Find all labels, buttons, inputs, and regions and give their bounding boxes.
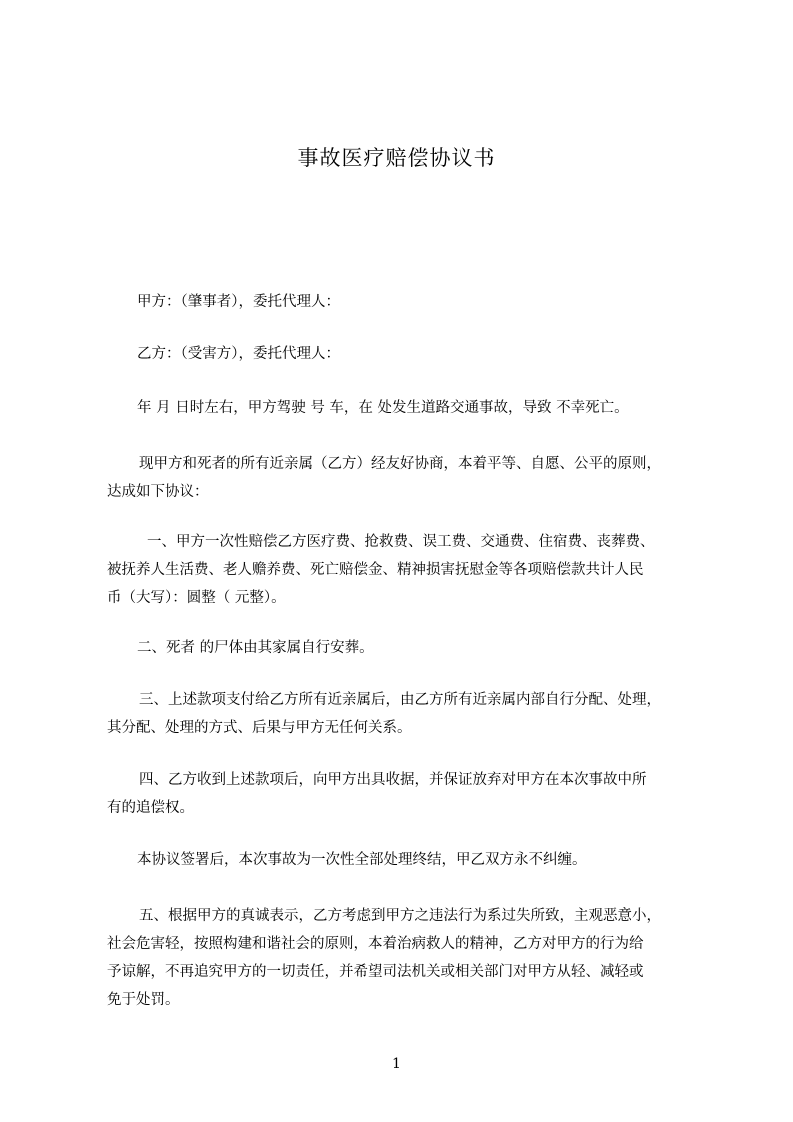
- party-b-line: 乙方：（受害方），委托代理人：: [137, 346, 340, 362]
- preamble-paragraph: [107, 450, 703, 506]
- clause-1-paragraph: [107, 528, 703, 612]
- clause-5-line: 免于处罚。: [107, 992, 180, 1008]
- settlement-paragraph: 本协议签署后，本次事故为一次性全部处理终结，甲乙双方永不纠缠。: [137, 852, 587, 868]
- party-a-line: 甲方：（肇事者），委托代理人：: [137, 294, 340, 310]
- clause-4-line: 四、乙方收到上述款项后，向甲方出具收据，并保证放弃对甲方在本次事故中所: [139, 772, 647, 788]
- clause-4-line: 有的追偿权。: [107, 800, 194, 816]
- clause-5-line: 社会危害轻，按照构建和谐社会的原则，本着治病救人的精神，乙方对甲方的行为给: [107, 936, 644, 952]
- page-number: 1: [392, 1056, 401, 1072]
- clause-1-line: 被抚养人生活费、老人赡养费、死亡赔偿金、精神损害抚慰金等各项赔偿款共计人民: [107, 562, 644, 578]
- clause-1-line: 一、甲方一次性赔偿乙方医疗费、抢救费、误工费、交通费、住宿费、丧葬费、: [147, 534, 655, 550]
- clause-4-paragraph: [107, 766, 703, 822]
- clause-5-paragraph: [107, 902, 703, 1014]
- clause-3-line: 三、上述款项支付给乙方所有近亲属后，由乙方所有近亲属内部自行分配、处理，: [139, 692, 661, 708]
- clause-5-line: 五、根据甲方的真诚表示，乙方考虑到甲方之违法行为系过失所致，主观恶意小，: [139, 908, 661, 924]
- preamble-line: 达成如下协议：: [107, 484, 209, 500]
- clause-2-paragraph: 二、死者 的尸体由其家属自行安葬。: [137, 640, 374, 656]
- document-title: 事故医疗赔偿协议书: [297, 146, 496, 170]
- clause-3-line: 其分配、处理的方式、后果与甲方无任何关系。: [107, 720, 412, 736]
- clause-1-line: 币（大写）：圆整（ 元整）。: [107, 590, 286, 606]
- incident-paragraph: 年 月 日时左右，甲方驾驶 号 车，在 处发生道路交通事故，导致 不幸死亡。: [137, 400, 629, 416]
- clause-3-paragraph: [107, 686, 703, 742]
- clause-5-line: 予谅解，不再追究甲方的一切责任，并希望司法机关或相关部门对甲方从轻、减轻或: [107, 964, 644, 980]
- preamble-line: 现甲方和死者的所有近亲属（乙方）经友好协商，本着平等、自愿、公平的原则，: [139, 456, 661, 472]
